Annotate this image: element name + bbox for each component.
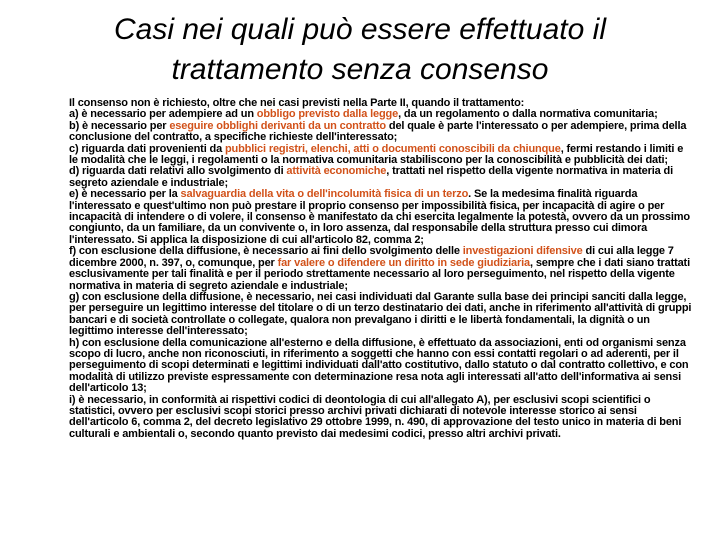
paragraph-text: . Se la medesima finalità riguarda l'interessato e quest'ultimo non può prestare il proprio consenso per impossibilità fisica, per incapacità di agire o per incapacità di intendere o di volere, il consenso è manifestato da chi esercita legalmente la potestà, ovvero da un prossimo congiunto, da un familiare, da un convivente o, in loro assenza, dal responsabile della struttura presso cui dimora l'interessato. Si applica la disposizione di cui all'articolo 82, comma 2; bbox=[69, 188, 690, 246]
slide-body-text bbox=[69, 98, 693, 440]
paragraph-text: del quale è parte l'interessato o per adempiere, prima della conclusione del contratto, a specifiche richieste dell'interessato; bbox=[69, 119, 687, 144]
paragraph-text: d) riguarda dati relativi allo svolgimento di bbox=[69, 165, 287, 178]
paragraph-text: g) con esclusione della diffusione, è necessario, nei casi individuati dal Garante sulla base dei principi sanciti dalla legge, per perseguire un legittimo interesse del titolare o di un terzo destinatario dei dati, anche in riferimento all'attività di gruppi bancari e di società controllate o collegate, qualora non prevalgano i diritti e le libertà fondamentali, la dignità o un legittimo interesse dell'interessato; bbox=[69, 290, 692, 338]
paragraph-text: , fermi restando i limiti e le modalità che le leggi, i regolamenti o la normativa comunitaria stabiliscono per la conoscibilità e pubblicità dei dati; bbox=[69, 142, 684, 167]
paragraph-g bbox=[69, 292, 693, 338]
highlighted-phrase: eseguire obblighi derivanti da un contratto bbox=[169, 119, 386, 132]
paragraph-text: Il consenso non è richiesto, oltre che nei casi previsti nella Parte II, quando il trattamento: bbox=[69, 97, 525, 109]
highlighted-phrase: investigazioni difensive bbox=[462, 245, 583, 258]
paragraph-i bbox=[69, 395, 693, 441]
highlighted-phrase: far valere o difendere un diritto in sede giudiziaria bbox=[277, 256, 531, 269]
paragraph-text: a) è necessario per adempiere ad un bbox=[69, 108, 257, 121]
highlighted-phrase: attività economiche bbox=[286, 165, 387, 178]
highlighted-phrase: pubblici registri, elenchi, atti o documenti conoscibili da chiunque bbox=[224, 142, 561, 155]
slide-title: Casi nei quali può essere effettuato il trattamento senza consenso bbox=[114, 13, 606, 86]
paragraph-text: c) riguarda dati provenienti da bbox=[69, 142, 225, 155]
paragraph-text: f) con esclusione della diffusione, è necessario ai fini dello svolgimento delle bbox=[69, 245, 463, 258]
paragraph-text: , trattati nel rispetto della vigente normativa in materia di segreto aziendale e industriale; bbox=[69, 165, 673, 189]
paragraph-h bbox=[69, 338, 693, 395]
paragraph-text: h) con esclusione della comunicazione all'esterno e della diffusione, è effettuato da associazioni, enti od organismi senza scopo di lucro, anche non riconosciuti, in riferimento a soggetti che hanno con essi contatti regolari o ad aderenti, per il perseguimento di scopi determinati e legittimi individuati dall'atto costitutivo, dallo statuto o dal contratto collettivo, e con modalità di utilizzo previste espressamente con determinazione resa nota agli interessati all'atto dell'informativa ai sensi dell'articolo 13; bbox=[69, 336, 689, 395]
paragraph-e bbox=[69, 189, 693, 246]
paragraph-b bbox=[69, 121, 693, 144]
paragraph-f bbox=[69, 246, 693, 292]
paragraph-c bbox=[69, 144, 693, 167]
paragraph-text: di cui alla legge 7 dicembre 2000, n. 397, o, comunque, per bbox=[69, 245, 674, 269]
paragraph-d bbox=[69, 166, 693, 189]
paragraph-text: i) è necessario, in conformità ai rispettivi codici di deontologia di cui all'allegato A), per esclusivi scopi scientifici o statistici, ovvero per esclusivi scopi storici presso archivi privati dichiarati di notevole interesse storico ai sensi dell'articolo 6, comma 2, del decreto legislativo 29 ottobre 1999, n. 490, di approvazione del testo unico in materia di beni culturali e ambientali o, secondo quanto previsto dai medesimi codici, presso altri archivi privati. bbox=[69, 393, 682, 440]
highlighted-phrase: salvaguardia della vita o dell'incolumità fisica di un terzo bbox=[180, 188, 469, 201]
paragraph-text: e) è necessario per la bbox=[69, 188, 181, 201]
highlighted-phrase: obbligo previsto dalla legge bbox=[256, 108, 399, 121]
paragraph-text: b) è necessario per bbox=[69, 119, 170, 132]
paragraph-text: , sempre che i dati siano trattati esclusivamente per tali finalità e per il periodo strettamente necessario al loro perseguimento, nel rispetto della vigente normativa in materia di segreto aziendale e industriale; bbox=[69, 256, 690, 292]
paragraph-text: , da un regolamento o dalla normativa comunitaria; bbox=[398, 108, 658, 121]
